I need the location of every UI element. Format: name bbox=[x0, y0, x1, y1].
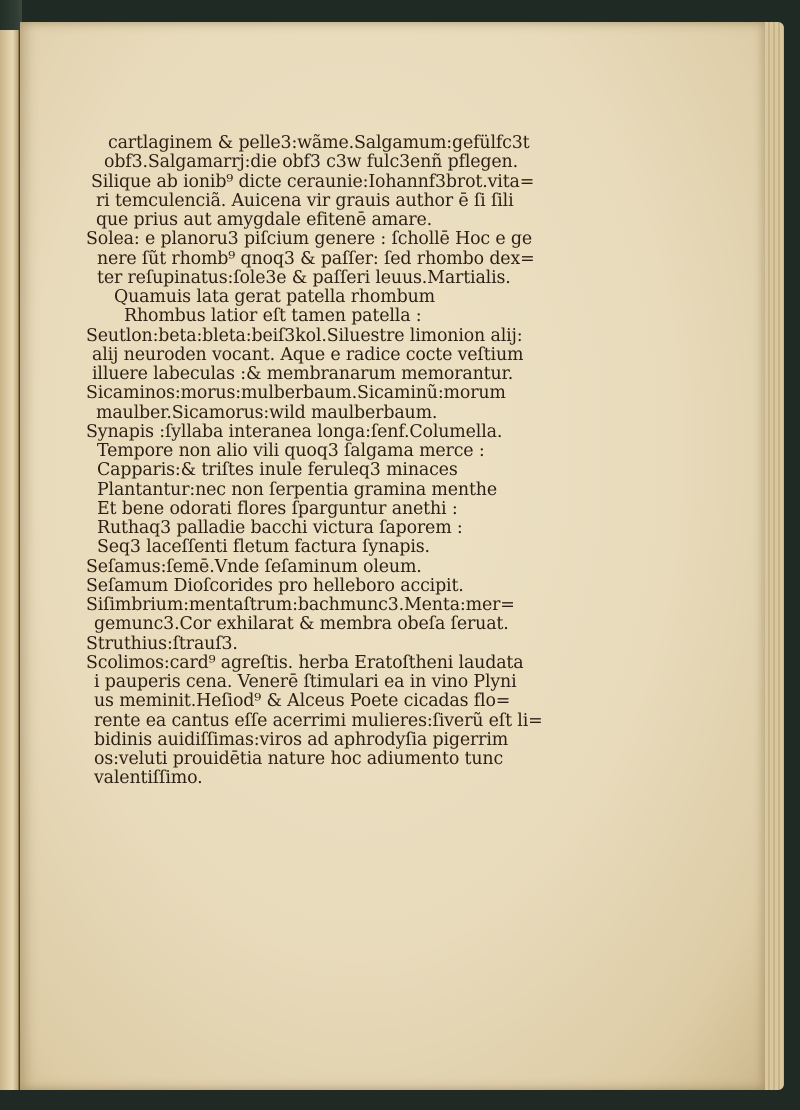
background-strip bbox=[0, 1090, 800, 1110]
text-line: gemunc3.Cor exhilarat & membra obeſa ſeruat. bbox=[94, 614, 509, 635]
text-line: Siſimbrium:mentaſtrum:bachmunc3.Menta:mer= bbox=[86, 595, 515, 615]
text-line: i pauperis cena. Venerē ſtimulari ea in vino Plyni bbox=[94, 672, 517, 692]
text-line: Quamuis lata gerat patella rhombum bbox=[114, 287, 435, 307]
text-line: Seutlon:beta:bleta:beiſ3kol.Siluestre limonion alij: bbox=[86, 325, 523, 346]
text-line: alij neuroden vocant. Aque e radice cocte veſtium bbox=[92, 344, 524, 365]
text-line: us meminit.Heſiod⁹ & Alceus Poete cicadas flo= bbox=[94, 691, 511, 712]
text-line: Seq3 laceſſenti fletum factura ſynapis. bbox=[97, 537, 430, 558]
facing-page-edge bbox=[0, 30, 19, 1100]
text-line: rente ea cantus eſſe acerrimi mulieres:ſiverũ eſt li= bbox=[94, 710, 543, 731]
text-line: ri temculenciã. Auicena vir grauis author ē ſi ſili bbox=[96, 190, 514, 211]
text-line: Capparis:& triſtes inule feruleq3 minaces bbox=[97, 460, 458, 481]
text-line: Sicaminos:morus:mulberbaum.Sicaminũ:morum bbox=[86, 383, 506, 404]
text-line: Seſamus:ſemē.Vnde ſeſaminum oleum. bbox=[86, 556, 422, 577]
text-line: Struthius:ſtrauſ3. bbox=[86, 633, 238, 654]
text-line: Scolimos:card⁹ agreſtis. herba Eratoſtheni laudata bbox=[86, 652, 524, 673]
text-line: Solea: e planoru3 piſcium genere : ſchollē Hoc e ge bbox=[86, 229, 533, 250]
text-line: Silique ab ionib⁹ dicte ceraunie:Iohannf3brot.vita= bbox=[91, 171, 535, 192]
text-line: Seſamum Dioſcorides pro helleboro accipit. bbox=[86, 575, 464, 596]
text-line: Rhombus latior eſt tamen patella : bbox=[124, 306, 422, 327]
book-page bbox=[20, 22, 765, 1090]
text-line: Ruthaq3 palladie bacchi victura ſaporem : bbox=[97, 518, 463, 538]
text-line: Tempore non alio vili quoq3 ſalgama merce : bbox=[97, 441, 485, 461]
text-line: illuere labeculas :& membranarum memorantur. bbox=[92, 364, 514, 384]
text-line: nere ſũt rhomb⁹ qnoq3 & paſſer: ſed rhombo dex= bbox=[97, 248, 535, 269]
text-line: obf3.Salgamarrj:die obf3 c3w fulc3enñ pflegen. bbox=[104, 152, 518, 173]
text-line: bidinis auidiſſimas:viros ad aphrodyſia pigerrim bbox=[94, 729, 509, 750]
text-line: valentiſſimo. bbox=[94, 768, 203, 789]
text-line: Et bene odorati flores ſparguntur anethi : bbox=[97, 498, 458, 519]
text-line: Plantantur:nec non ſerpentia gramina menthe bbox=[97, 479, 497, 500]
text-line: que prius aut amygdale efitenē amare. bbox=[96, 210, 432, 230]
text-line: Synapis :ſyllaba interanea longa:ſenf.Columella. bbox=[86, 421, 503, 442]
text-line: cartlaginem & pelle3:wãme.Salgamum:gefülfc3t bbox=[108, 133, 530, 153]
text-line: ter reſupinatus:ſole3e & paſſeri leuus.Martialis. bbox=[97, 267, 511, 288]
page-text bbox=[86, 134, 586, 789]
text-line: maulber.Sicamorus:wild maulberbaum. bbox=[96, 402, 438, 423]
text-line: os:veluti prouidētia nature hoc adiumento tunc bbox=[94, 749, 504, 769]
